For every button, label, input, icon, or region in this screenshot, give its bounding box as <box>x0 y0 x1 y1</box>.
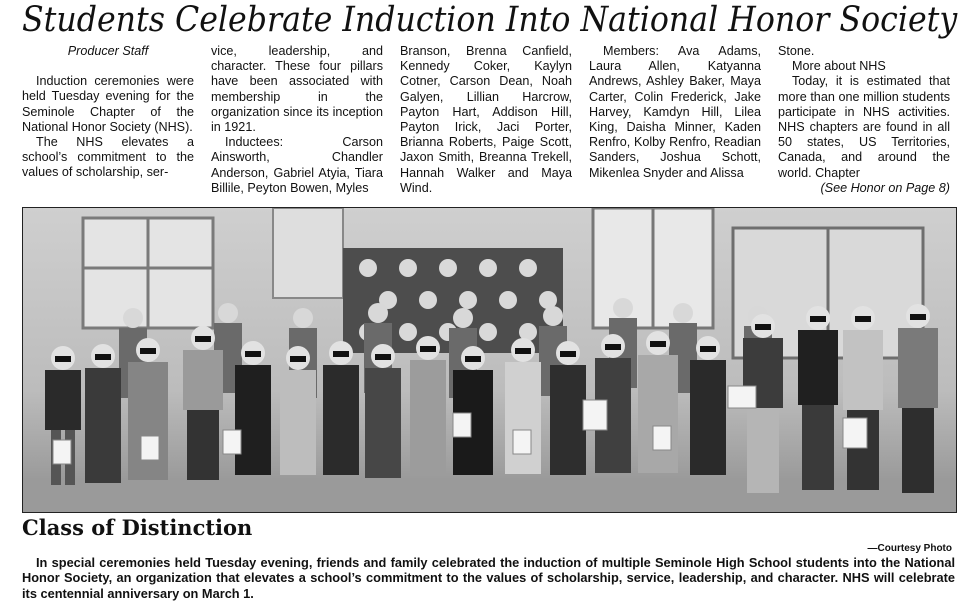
members-list: Members: Ava Adams, Laura Allen, Katyanna Andrews, Ashley Baker, Maya Carter, Colin Frederick, Jake Harvey, Kamdyn Hill, Lilea King, Daisha Minner, Kaden Renfro, Kolby Renfro, Readian Sanders, Joshua Schott, Mikenlea Snyder and Alissa <box>589 44 761 180</box>
group-photo-illustration <box>23 208 956 512</box>
article-column-3 <box>400 44 572 196</box>
byline: Producer Staff <box>67 44 149 58</box>
photo-credit: —Courtesy Photo <box>867 543 952 554</box>
article-column-1 <box>22 44 194 181</box>
group-photo <box>22 207 957 513</box>
article-paragraph: Induction ceremonies were held Tuesday evening for the Seminole Chapter of the National Honor Society (NHS). <box>22 74 194 134</box>
jump-line: (See Honor on Page 8) <box>820 180 950 195</box>
inductees-list-continued: Branson, Brenna Canfield, Kennedy Coker, Kaylyn Cotner, Carson Dean, Noah Galyen, Lillian Harcrow, Payton Hart, Addison Hill, Payton Irick, Jaci Porter, Brianna Roberts, Paige Scott, Jaxon Smith, Breanna Trekell, Hannah Walker and Maya Wind. <box>400 44 572 195</box>
article-paragraph: Today, it is estimated that more than one million students participate in NHS activities. NHS chapters are found in all 50 states, US Territories, Canada, and around the world. Chapter <box>778 74 950 180</box>
article-column-4 <box>589 44 761 181</box>
members-list-continued: Stone. <box>778 44 815 58</box>
article-column-5 <box>778 44 950 196</box>
article-paragraph: The NHS elevates a school’s commitment to the values of scholarship, ser- <box>22 135 194 180</box>
subhead-more-about: More about NHS <box>792 59 886 74</box>
photo-caption: In special ceremonies held Tuesday evening, friends and family celebrated the induction of multiple Seminole High School students into the National Honor Society, an organization that elevates a school’s commitment to the values of scholarship, service, leadership, and character. NHS will celebrate its centennial anniversary on March 1. <box>22 555 955 601</box>
headline: Students Celebrate Induction Into National Honor Society <box>22 0 958 40</box>
article-column-2 <box>211 44 383 196</box>
article-paragraph: vice, leadership, and character. These four pillars have been associated with membership in the organization since its inception in 1921. <box>211 44 383 135</box>
inductees-list: Inductees: Carson Ainsworth, Chandler Anderson, Gabriel Atyia, Tiara Billile, Peyton Bowen, Myles <box>211 135 383 195</box>
photo-cutline-headline: Class of Distinction <box>22 515 253 540</box>
